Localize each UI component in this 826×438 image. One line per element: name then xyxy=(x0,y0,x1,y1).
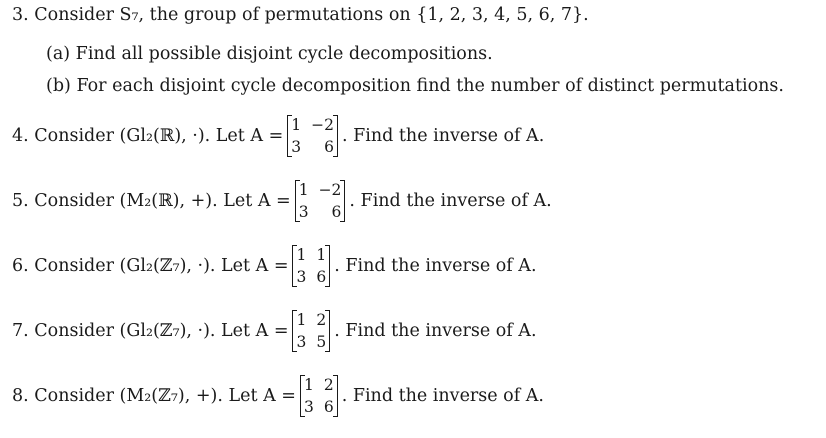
problem-3-part-a xyxy=(46,44,493,64)
matrix-entry: 3 xyxy=(291,138,302,156)
matrix-a xyxy=(287,114,338,158)
matrix-entry: 2 xyxy=(316,311,327,329)
matrix-entry: −2 xyxy=(318,181,342,199)
problem-number: 5. xyxy=(12,191,29,211)
problem-number: 8. xyxy=(12,386,29,406)
problem-4 xyxy=(12,114,544,158)
matrix-a xyxy=(300,374,338,418)
matrix-a xyxy=(292,244,330,288)
matrix-entry: 5 xyxy=(316,333,327,351)
problem-5 xyxy=(12,179,552,223)
problem-statement: Consider (M₂(ℝ), +). Let A = xyxy=(34,191,291,211)
matrix-entry: 6 xyxy=(323,398,334,416)
problem-question: . Find the inverse of A. xyxy=(341,126,545,146)
problem-number: 7. xyxy=(12,321,29,341)
problem-question: . Find the inverse of A. xyxy=(334,256,537,276)
part-label: (b) xyxy=(46,76,71,96)
matrix-entry: 3 xyxy=(303,398,314,416)
problem-7 xyxy=(12,309,537,353)
matrix-entry: 6 xyxy=(316,268,327,286)
problem-number: 6. xyxy=(12,256,29,276)
matrix-a xyxy=(292,309,330,353)
matrix-entry: −2 xyxy=(311,116,334,134)
part-text: For each disjoint cycle decomposition find the number of distinct permutations. xyxy=(76,76,784,96)
matrix-entry: 2 xyxy=(323,376,334,394)
problem-question: . Find the inverse of A. xyxy=(349,191,552,211)
problem-3-part-b xyxy=(46,76,784,96)
matrix-entry: 3 xyxy=(296,333,307,351)
matrix-entry: 1 xyxy=(296,311,307,329)
problem-number: 3. xyxy=(12,5,29,25)
part-text: Find all possible disjoint cycle decompositions. xyxy=(75,44,493,64)
problem-6 xyxy=(12,244,537,288)
matrix-entry: 3 xyxy=(298,203,309,221)
matrix-entry: 1 xyxy=(291,116,302,134)
problem-question: . Find the inverse of A. xyxy=(334,321,537,341)
matrix-entry: 6 xyxy=(324,138,334,156)
problem-question: . Find the inverse of A. xyxy=(341,386,544,406)
problem-statement: Consider (Gl₂(ℤ₇), ·). Let A = xyxy=(34,321,289,341)
matrix-entry: 6 xyxy=(331,203,342,221)
matrix-entry: 1 xyxy=(316,246,327,264)
problem-number: 4. xyxy=(12,126,29,146)
problem-statement: Consider (Gl₂(ℤ₇), ·). Let A = xyxy=(34,256,289,276)
problem-statement: Consider (Gl₂(ℝ), ·). Let A = xyxy=(34,126,284,146)
problem-statement: Consider (M₂(ℤ₇), +). Let A = xyxy=(34,386,296,406)
matrix-entry: 1 xyxy=(296,246,307,264)
problem-text: Consider S₇, the group of permutations on {1, 2, 3, 4, 5, 6, 7}. xyxy=(34,5,589,25)
part-label: (a) xyxy=(46,44,71,64)
matrix-entry: 3 xyxy=(296,268,307,286)
problem-8 xyxy=(12,374,544,418)
matrix-entry: 1 xyxy=(298,181,309,199)
matrix-a xyxy=(295,179,346,223)
matrix-entry: 1 xyxy=(303,376,314,394)
problem-3 xyxy=(12,5,589,25)
